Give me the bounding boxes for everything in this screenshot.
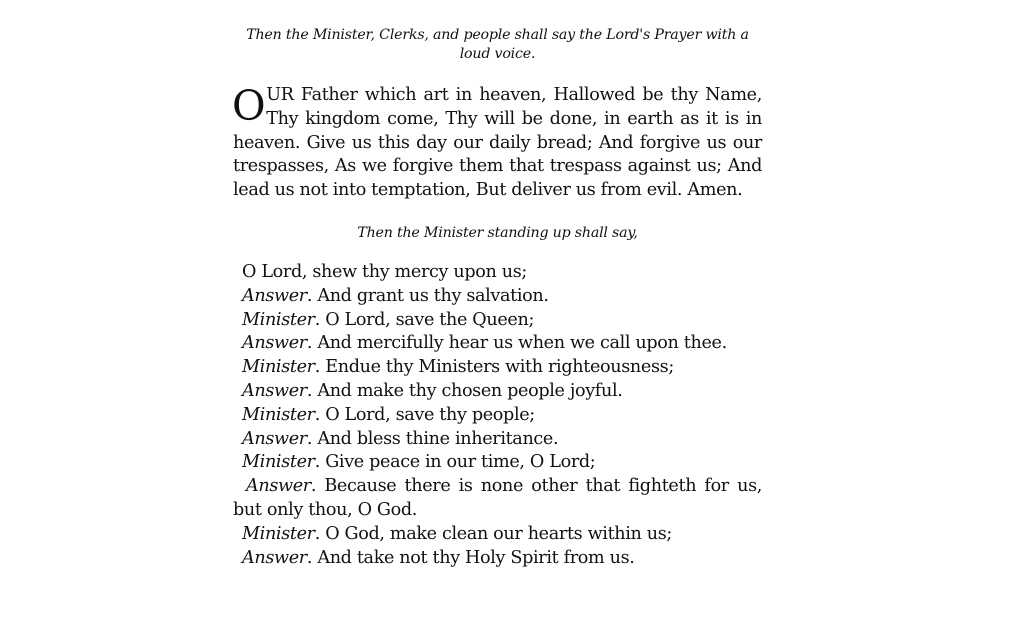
versicle-line: [233, 309, 762, 333]
versicle-line: [233, 451, 762, 475]
versicle-line: [233, 404, 762, 428]
versicle-line: [233, 475, 762, 523]
versicle-text: . O Lord, save the Queen;: [314, 309, 535, 330]
versicle-text: . And make thy chosen people joyful.: [306, 380, 623, 401]
lords-prayer-paragraph: [233, 84, 762, 203]
lords-prayer-text: UR Father which art in heaven, Hallowed be thy Name, Thy kingdom come, Thy will be done, in earth as it is in heaven. Give us this day our daily bread; And forgive us our trespasses, As we forgive them that trespass against us; And lead us not into temptation, But deliver us from evil. Amen.: [233, 85, 762, 201]
versicle-text: . Because there is none other that fighteth for us, but only thou, O God.: [233, 476, 762, 520]
versicle-text: . O God, make clean our hearts within us;: [314, 523, 673, 544]
speaker-label: Answer: [246, 476, 311, 497]
document-page: [233, 26, 762, 570]
versicle-line: [233, 523, 762, 547]
versicle-text: . And mercifully hear us when we call upon thee.: [306, 333, 727, 354]
versicle-line: [233, 380, 762, 404]
versicle-text: O Lord, shew thy mercy upon us;: [242, 261, 527, 282]
versicle-text: . Endue thy Ministers with righteousness;: [314, 357, 674, 378]
speaker-label: Answer: [242, 285, 307, 306]
speaker-label: Minister: [242, 404, 315, 425]
versicle-line: [233, 356, 762, 380]
speaker-label: Answer: [242, 428, 307, 449]
versicle-line: [233, 547, 762, 571]
versicles-list: [233, 261, 762, 570]
versicle-text: . And take not thy Holy Spirit from us.: [306, 547, 635, 568]
rubric-minister-standing: Then the Minister standing up shall say,: [357, 224, 638, 241]
versicle-line: [233, 428, 762, 452]
speaker-label: Minister: [242, 452, 315, 473]
versicle-line: [233, 332, 762, 356]
speaker-label: Answer: [242, 547, 307, 568]
versicle-line: [233, 285, 762, 309]
versicle-line: [233, 261, 762, 285]
speaker-label: Minister: [242, 309, 315, 330]
versicle-text: . And bless thine inheritance.: [306, 428, 559, 449]
versicle-text: . O Lord, save thy people;: [314, 404, 535, 425]
speaker-label: Minister: [242, 357, 315, 378]
versicle-text: . And grant us thy salvation.: [306, 285, 549, 306]
versicle-text: . Give peace in our time, O Lord;: [314, 452, 596, 473]
speaker-label: Answer: [242, 380, 307, 401]
drop-cap: O: [232, 82, 266, 130]
speaker-label: Minister: [242, 523, 315, 544]
rubric-lords-prayer: Then the Minister, Clerks, and people shall say the Lord's Prayer with a loud voice.: [246, 27, 749, 62]
speaker-label: Answer: [242, 333, 307, 354]
